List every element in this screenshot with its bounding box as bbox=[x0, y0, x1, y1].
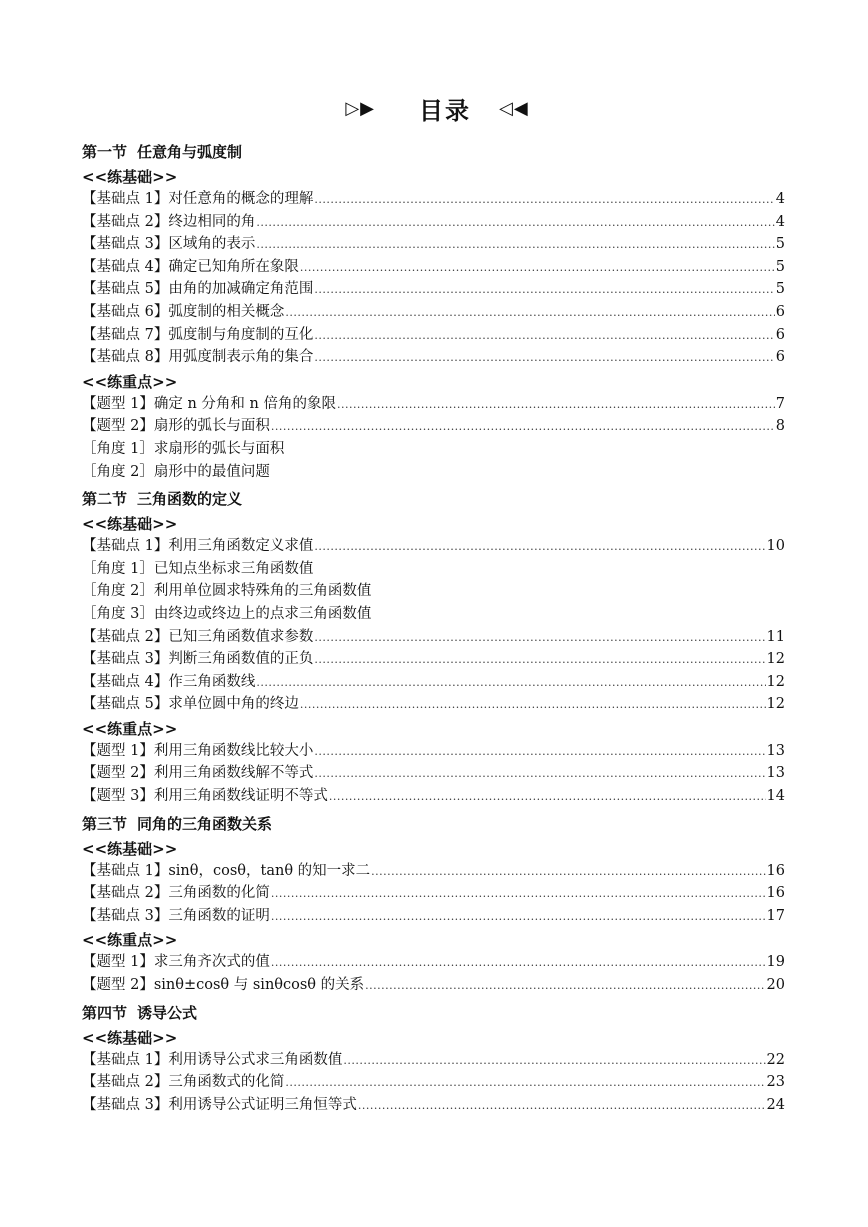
toc-entry[interactable] bbox=[82, 256, 785, 279]
page-number: 11 bbox=[766, 628, 785, 645]
page-number: 23 bbox=[766, 1074, 785, 1091]
page-number: 13 bbox=[766, 765, 785, 782]
entry-label: 【基础点 1】sinθ，cosθ，tanθ 的知一求二 bbox=[82, 862, 371, 879]
entry-label: 【基础点 3】利用诱导公式证明三角恒等式 bbox=[82, 1096, 357, 1113]
group-label: <<练基础>> bbox=[82, 1028, 178, 1047]
page-number: 5 bbox=[775, 281, 785, 298]
entry-label: 【题型 1】求三角齐次式的值 bbox=[82, 954, 270, 971]
toc-entry[interactable] bbox=[82, 951, 785, 974]
page-number: 17 bbox=[766, 907, 785, 924]
dot-leader bbox=[314, 648, 765, 672]
toc-entry[interactable] bbox=[82, 626, 785, 649]
entry-label: 【基础点 7】弧度制与角度制的互化 bbox=[82, 326, 314, 343]
arrow-left-icon: ◁◀ bbox=[499, 97, 529, 119]
dot-leader bbox=[365, 974, 765, 998]
dot-leader bbox=[314, 740, 765, 764]
toc-entry[interactable] bbox=[82, 1071, 785, 1094]
group-label: <<练重点>> bbox=[82, 372, 178, 391]
dot-leader bbox=[314, 278, 774, 302]
arrow-right-icon: ▷▶ bbox=[345, 97, 375, 119]
toc-entry[interactable] bbox=[82, 671, 785, 694]
toc-entry[interactable] bbox=[82, 188, 785, 211]
page-number: 8 bbox=[775, 418, 785, 435]
page-number: 4 bbox=[775, 191, 785, 207]
toc-subentry: ［角度 1］求扇形的弧长与面积 bbox=[82, 440, 285, 457]
dot-leader bbox=[256, 233, 774, 257]
dot-leader bbox=[329, 785, 766, 809]
section-title bbox=[82, 1001, 786, 1025]
toc-entry[interactable] bbox=[82, 693, 785, 716]
group-label: <<练重点>> bbox=[82, 719, 178, 738]
entry-label: 【基础点 1】对任意角的概念的理解 bbox=[82, 191, 314, 207]
toc-subentry: ［角度 2］扇形中的最值问题 bbox=[82, 463, 270, 480]
dot-leader bbox=[358, 1094, 766, 1118]
dot-leader bbox=[343, 1049, 765, 1073]
group-label: <<练基础>> bbox=[82, 168, 178, 186]
toc-entry[interactable] bbox=[82, 211, 785, 234]
section-name: 同角的三角函数关系 bbox=[137, 814, 273, 833]
toc-entry[interactable] bbox=[82, 905, 785, 928]
entry-label: 【基础点 6】弧度制的相关概念 bbox=[82, 303, 285, 320]
dot-leader bbox=[256, 211, 774, 235]
dot-leader bbox=[300, 693, 766, 717]
dot-leader bbox=[314, 346, 774, 370]
entry-label: 【基础点 2】三角函数的化简 bbox=[82, 885, 270, 902]
section-name: 诱导公式 bbox=[137, 1003, 198, 1022]
toc-entry[interactable] bbox=[82, 324, 785, 347]
entry-label: 【基础点 2】终边相同的角 bbox=[82, 213, 256, 230]
entry-label: 【基础点 3】三角函数的证明 bbox=[82, 907, 270, 924]
toc-entry[interactable] bbox=[82, 278, 785, 301]
dot-leader bbox=[271, 415, 775, 439]
entry-label: 【基础点 8】用弧度制表示角的集合 bbox=[82, 349, 314, 366]
entry-label: 【基础点 2】三角函数式的化简 bbox=[82, 1074, 285, 1091]
toc-entry[interactable] bbox=[82, 740, 785, 763]
page-number: 7 bbox=[775, 395, 785, 412]
toc-entry[interactable] bbox=[82, 860, 785, 883]
dot-leader bbox=[285, 301, 774, 325]
page-number: 14 bbox=[766, 788, 785, 805]
entry-label: 【基础点 4】确定已知角所在象限 bbox=[82, 258, 299, 275]
dot-leader bbox=[271, 951, 766, 975]
page-number: 19 bbox=[766, 954, 785, 971]
section-name: 三角函数的定义 bbox=[137, 490, 243, 509]
entry-label: 【基础点 2】已知三角函数值求参数 bbox=[82, 628, 314, 645]
section-number: 第二节 bbox=[82, 490, 128, 509]
entry-label: 【题型 2】利用三角函数线解不等式 bbox=[82, 765, 314, 782]
page-number: 6 bbox=[775, 349, 785, 366]
entry-label: 【基础点 3】判断三角函数值的正负 bbox=[82, 651, 314, 668]
section-number: 第四节 bbox=[82, 1003, 128, 1022]
page-number: 12 bbox=[766, 696, 785, 713]
page-number: 22 bbox=[766, 1051, 785, 1068]
page-number: 16 bbox=[766, 885, 785, 902]
toc-entry[interactable] bbox=[82, 785, 785, 808]
entry-label: 【基础点 4】作三角函数线 bbox=[82, 673, 256, 690]
section-title bbox=[82, 487, 786, 511]
dot-leader bbox=[314, 188, 774, 212]
page-number: 6 bbox=[775, 303, 785, 320]
page-number: 20 bbox=[766, 977, 785, 994]
toc-entry[interactable] bbox=[82, 346, 785, 369]
page-number: 6 bbox=[775, 326, 785, 343]
dot-leader bbox=[285, 1071, 765, 1095]
group-label: <<练基础>> bbox=[82, 515, 178, 534]
section-name: 任意角与弧度制 bbox=[137, 143, 243, 161]
toc-subentry: ［角度 2］利用单位圆求特殊角的三角函数值 bbox=[82, 583, 372, 600]
toc-list bbox=[82, 140, 786, 1116]
page-number: 13 bbox=[766, 742, 785, 759]
dot-leader bbox=[271, 882, 766, 906]
toc-subentry: ［角度 3］由终边或终边上的点求三角函数值 bbox=[82, 605, 372, 622]
toc-entry[interactable] bbox=[82, 301, 785, 324]
entry-label: 【基础点 5】由角的加减确定角范围 bbox=[82, 281, 314, 298]
toc-entry[interactable] bbox=[82, 882, 785, 905]
group-label: <<练重点>> bbox=[82, 931, 178, 950]
entry-label: 【题型 1】确定 n 分角和 n 倍角的象限 bbox=[82, 395, 336, 412]
toc-entry[interactable] bbox=[82, 974, 785, 997]
toc-entry[interactable] bbox=[82, 1049, 785, 1072]
entry-label: 【基础点 1】利用诱导公式求三角函数值 bbox=[82, 1051, 343, 1068]
entry-label: 【基础点 3】区域角的表示 bbox=[82, 236, 256, 253]
page-number: 5 bbox=[775, 236, 785, 253]
dot-leader bbox=[256, 671, 765, 695]
section-title bbox=[82, 140, 786, 164]
section-number: 第三节 bbox=[82, 814, 128, 833]
dot-leader bbox=[300, 256, 775, 280]
toc-entry[interactable] bbox=[82, 233, 785, 256]
entry-label: 【题型 2】sinθ±cosθ 与 sinθcosθ 的关系 bbox=[82, 977, 365, 994]
dot-leader bbox=[371, 860, 765, 884]
section-number: 第一节 bbox=[82, 143, 128, 161]
entry-label: 【基础点 5】求单位圆中角的终边 bbox=[82, 696, 299, 713]
page-number: 4 bbox=[775, 213, 785, 230]
page-title: 目录 bbox=[419, 96, 471, 125]
toc-entry[interactable] bbox=[82, 762, 785, 785]
group-label: <<练基础>> bbox=[82, 839, 178, 858]
page-number: 12 bbox=[766, 673, 785, 690]
dot-leader bbox=[314, 535, 765, 559]
toc-entry[interactable] bbox=[82, 415, 785, 438]
page-number: 16 bbox=[766, 862, 785, 879]
page-number: 12 bbox=[766, 651, 785, 668]
entry-label: 【题型 2】扇形的弧长与面积 bbox=[82, 418, 270, 435]
page-number: 5 bbox=[775, 258, 785, 275]
entry-label: 【基础点 1】利用三角函数定义求值 bbox=[82, 538, 314, 555]
dot-leader bbox=[337, 393, 775, 417]
toc-subentry: ［角度 1］已知点坐标求三角函数值 bbox=[82, 560, 314, 577]
toc-entry[interactable] bbox=[82, 1094, 785, 1117]
entry-label: 【题型 1】利用三角函数线比较大小 bbox=[82, 742, 314, 759]
toc-entry[interactable] bbox=[82, 393, 785, 416]
dot-leader bbox=[314, 626, 765, 650]
entry-label: 【题型 3】利用三角函数线证明不等式 bbox=[82, 788, 328, 805]
toc-entry[interactable] bbox=[82, 535, 785, 558]
section-title bbox=[82, 812, 786, 836]
page-number: 24 bbox=[766, 1096, 785, 1113]
toc-header bbox=[88, 88, 786, 128]
dot-leader bbox=[271, 905, 766, 929]
toc-entry[interactable] bbox=[82, 648, 785, 671]
page-number: 10 bbox=[766, 538, 785, 555]
dot-leader bbox=[314, 762, 765, 786]
dot-leader bbox=[314, 324, 774, 348]
